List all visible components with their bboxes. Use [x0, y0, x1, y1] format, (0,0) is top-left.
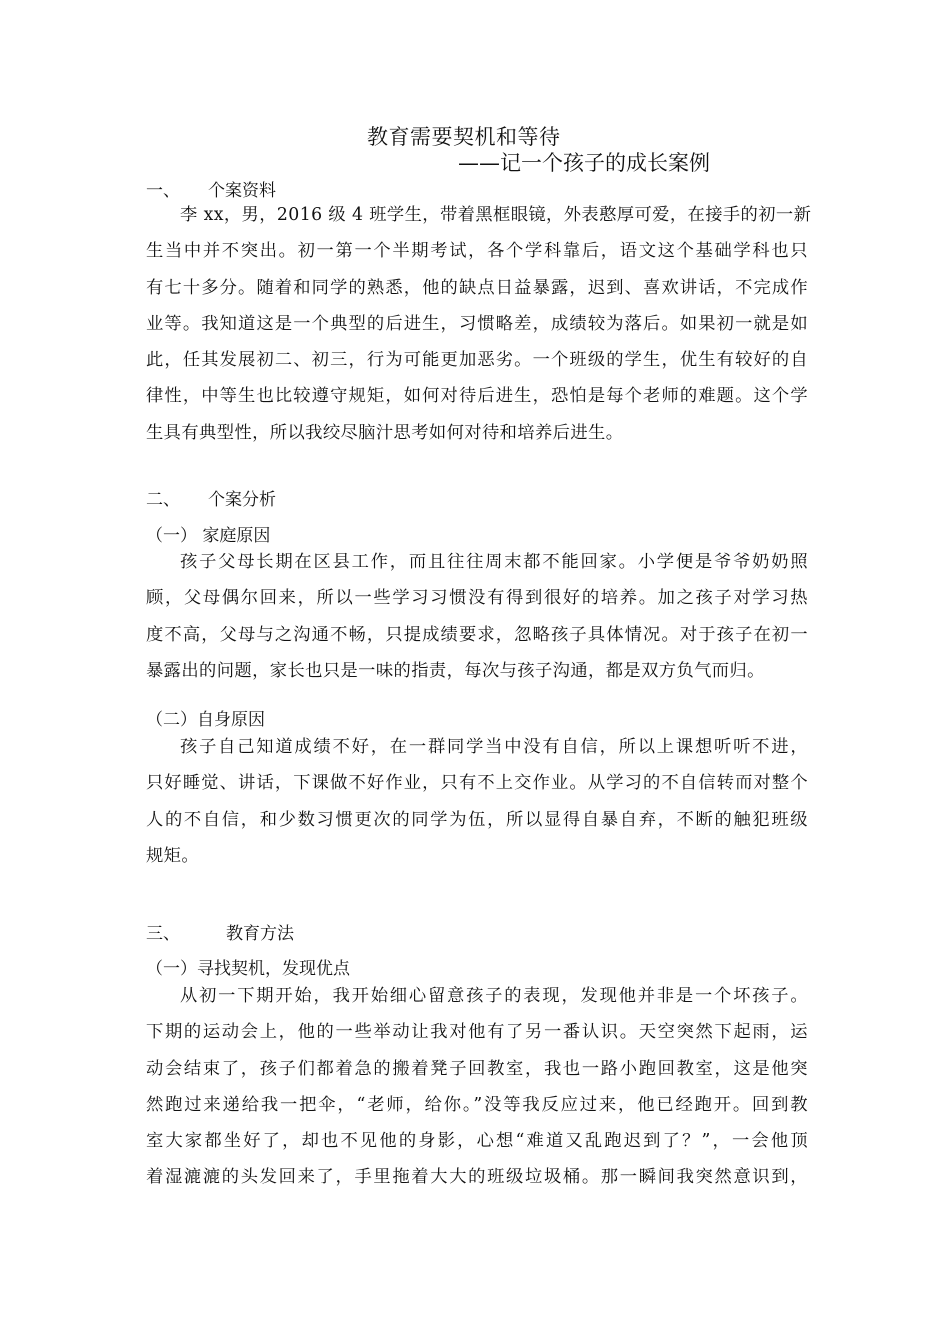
text-line: 规矩。: [146, 845, 200, 866]
text-line: 动会结束了，孩子们都着急的搬着凳子回教室，我也一路小跑回教室，这是他突: [146, 1058, 808, 1079]
text-line: 有七十多分。随着和同学的熟悉，他的缺点日益暴露，迟到、喜欢讲话，不完成作: [146, 277, 808, 298]
paragraph-case-info: [146, 197, 812, 451]
paragraph-family-reasons: [146, 544, 808, 689]
text-line: 下期的运动会上，他的一些举动让我对他有了另一番认识。天空突然下起雨，运: [146, 1022, 808, 1043]
subheading-family: （一） 家庭原因: [146, 526, 271, 546]
subheading-self: （二）自身原因: [146, 710, 265, 730]
section-number: 一、: [146, 181, 180, 201]
text-line: 从初一下期开始，我开始细心留意孩子的表现，发现他并非是一个坏孩子。: [180, 986, 808, 1006]
text-line: 孩子父母长期在区县工作，而且往往周末都不能回家。小学便是爷爷奶奶照: [180, 552, 808, 572]
text-line: 孩子自己知道成绩不好，在一群同学当中没有自信，所以上课想听听不进，: [180, 737, 808, 757]
text-line: 此，任其发展初二、初三，行为可能更加恶劣。一个班级的学生，优生有较好的自: [146, 350, 808, 371]
section-heading-3: [146, 919, 294, 944]
text-line: 业等。我知道这是一个典型的后进生，习惯略差，成绩较为落后。如果初一就是如: [146, 313, 808, 334]
text-line: 暴露出的问题，家长也只是一味的指责，每次与孩子沟通，都是双方负气而归。: [146, 660, 765, 681]
paragraph-find-opportunity: [146, 978, 808, 1196]
paragraph-self-reasons: [146, 729, 808, 874]
text-line: 顾，父母偶尔回来，所以一些学习习惯没有得到很好的培养。加之孩子对学习热: [146, 588, 808, 609]
document-subtitle: ——记一个孩子的成长案例: [458, 151, 710, 175]
text-line: 生具有典型性，所以我绞尽脑汁思考如何对待和培养后进生。: [146, 422, 624, 443]
section-title: 个案资料: [208, 181, 276, 201]
document-title: 教育需要契机和等待: [367, 125, 561, 149]
section-heading-2: [146, 485, 276, 510]
text-line: 只好睡觉、讲话，下课做不好作业，只有不上交作业。从学习的不自信转而对整个: [146, 773, 808, 794]
text-line: 室大家都坐好了，却也不见他的身影，心想“难道又乱跑迟到了？”，一会他顶: [146, 1131, 808, 1152]
text-line: 着湿漉漉的头发回来了，手里拖着大大的班级垃圾桶。那一瞬间我突然意识到，: [146, 1167, 808, 1188]
section-title: 教育方法: [226, 924, 294, 944]
text-line: 律性，中等生也比较遵守规矩，如何对待后进生，恐怕是每个老师的难题。这个学: [146, 386, 808, 407]
section-number: 二、: [146, 490, 180, 510]
section-number: 三、: [146, 924, 180, 944]
section-title: 个案分析: [208, 490, 276, 510]
text-line: 然跑过来递给我一把伞，“老师，给你。”没等我反应过来，他已经跑开。回到教: [146, 1094, 808, 1115]
text-line: 度不高，父母与之沟通不畅，只提成绩要求，忽略孩子具体情况。对于孩子在初一: [146, 624, 808, 645]
subheading-opportunity: （一）寻找契机，发现优点: [146, 959, 350, 979]
text-line: 人的不自信，和少数习惯更次的同学为伍，所以显得自暴自弃，不断的触犯班级: [146, 809, 808, 830]
text-line: 生当中并不突出。初一第一个半期考试，各个学科靠后，语文这个基础学科也只: [146, 241, 808, 262]
text-line: 李 xx，男，2016 级 4 班学生，带着黑框眼镜，外表憨厚可爱，在接手的初一新: [180, 205, 812, 225]
